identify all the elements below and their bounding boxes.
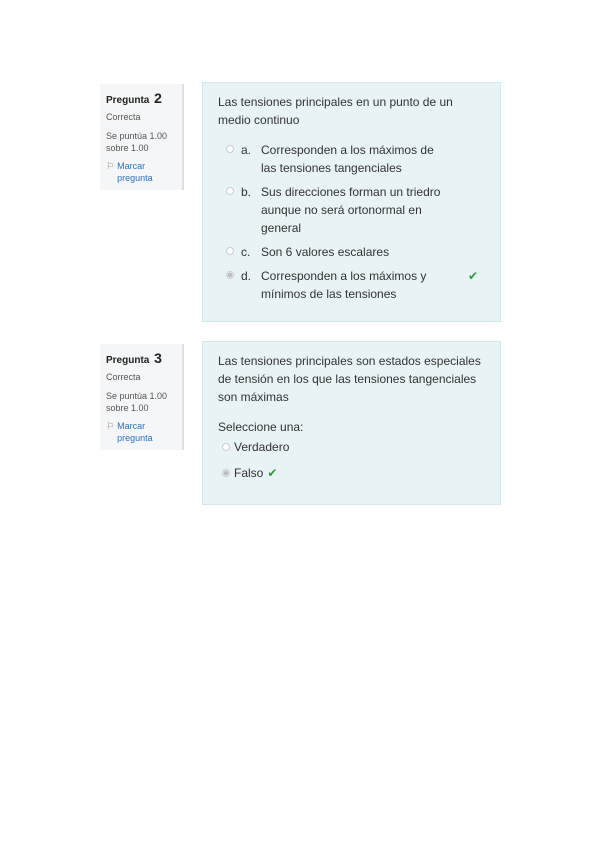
- radio-button[interactable]: [226, 145, 234, 153]
- answer-option-a[interactable]: a. Corresponden a los máximos de las tensiones tangenciales: [218, 141, 486, 177]
- question-content-3: [202, 341, 501, 505]
- check-icon: ✔: [267, 466, 278, 480]
- flag-question-link[interactable]: ⚐ Marcar pregunta: [106, 161, 153, 183]
- question-text: Las tensiones principales son estados especiales de tensión en los que las tensiones tangenciales son máximas: [218, 354, 481, 404]
- answer-prompt: Seleccione una:: [218, 420, 304, 434]
- flag-icon: ⚐: [106, 161, 115, 171]
- question-grade: Se puntúa 1.00 sobre 1.00: [106, 131, 168, 153]
- question-state: Correcta: [106, 372, 141, 382]
- answer-option-d[interactable]: d. Corresponden a los máximos y mínimos de las tensiones ✔: [218, 267, 486, 303]
- flag-icon: ⚐: [106, 421, 115, 431]
- answer-list: [218, 141, 486, 303]
- question-number: Pregunta 3: [106, 350, 162, 366]
- answer-option-c[interactable]: c. Son 6 valores escalares: [218, 243, 486, 261]
- radio-button[interactable]: [222, 443, 230, 451]
- radio-button[interactable]: [226, 187, 234, 195]
- question-number: Pregunta 2: [106, 90, 162, 106]
- question-content-2: [202, 82, 501, 322]
- answer-option-b[interactable]: b. Sus direcciones forman un triedro aunque no será ortonormal en general: [218, 183, 486, 237]
- radio-button-selected[interactable]: [222, 469, 230, 477]
- flag-question-link[interactable]: ⚐ Marcar pregunta: [106, 421, 153, 443]
- radio-button[interactable]: [226, 247, 234, 255]
- option-false[interactable]: Falso ✔: [218, 464, 486, 482]
- question-info-2: [100, 84, 184, 190]
- radio-button-selected[interactable]: [226, 271, 234, 279]
- check-icon: ✔: [468, 269, 479, 283]
- question-info-3: [100, 344, 184, 450]
- question-grade: Se puntúa 1.00 sobre 1.00: [106, 391, 168, 413]
- question-text: Las tensiones principales en un punto de un medio continuo: [218, 95, 453, 127]
- option-true[interactable]: Verdadero: [218, 438, 486, 456]
- question-state: Correcta: [106, 112, 141, 122]
